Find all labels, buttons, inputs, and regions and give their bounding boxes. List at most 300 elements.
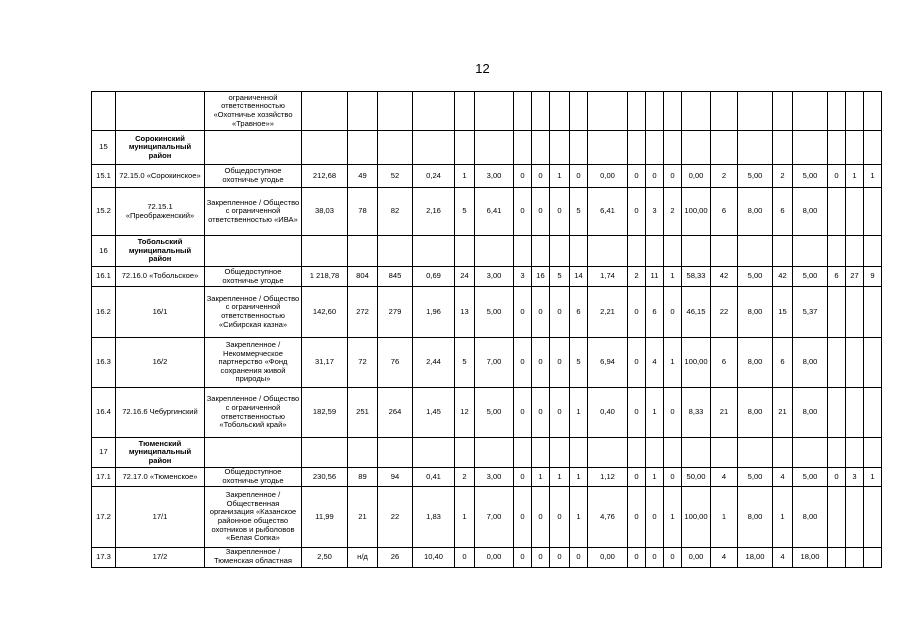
table-cell [455, 131, 475, 165]
table-cell [116, 92, 205, 131]
table-cell: Закрепленное / Некоммерческое партнерство «Фонд сохранения живой природы» [205, 338, 302, 388]
table-cell: 17.3 [92, 548, 116, 568]
table-cell: 0 [532, 548, 550, 568]
table-cell [828, 287, 846, 338]
table-cell [378, 438, 413, 468]
table-cell: 15 [92, 131, 116, 165]
table-cell: 0 [664, 388, 682, 438]
table-cell: 7,00 [475, 338, 514, 388]
table-cell: 0 [514, 548, 532, 568]
table-cell: 272 [348, 287, 378, 338]
table-cell [646, 131, 664, 165]
table-cell: 2 [628, 267, 646, 287]
table-cell [846, 338, 864, 388]
table-cell: 4,76 [588, 487, 628, 548]
table-cell: 3 [514, 267, 532, 287]
table-cell: 5,37 [793, 287, 828, 338]
table-cell [514, 131, 532, 165]
table-cell: 2,50 [302, 548, 348, 568]
table-cell [773, 236, 793, 267]
table-cell [646, 236, 664, 267]
table-cell [570, 236, 588, 267]
table-cell: Тюменский муниципальный район [116, 438, 205, 468]
table-cell: 5,00 [793, 267, 828, 287]
table-cell [475, 131, 514, 165]
table-cell: 1 [550, 165, 570, 188]
table-cell: 0 [828, 468, 846, 487]
table-cell: 0 [628, 388, 646, 438]
table-cell [532, 92, 550, 131]
table-cell [846, 388, 864, 438]
table-cell [773, 438, 793, 468]
table-row [92, 92, 882, 131]
table-cell [828, 487, 846, 548]
table-cell: Общедоступное охотничье угодье [205, 267, 302, 287]
table-cell [378, 92, 413, 131]
table-cell: 16 [92, 236, 116, 267]
table-cell: 15.2 [92, 188, 116, 236]
table-cell: 72.16.0 «Тобольское» [116, 267, 205, 287]
table-cell: 0 [570, 548, 588, 568]
table-cell: 8,00 [738, 188, 773, 236]
table-cell: 1 [646, 468, 664, 487]
table-cell: 42 [773, 267, 793, 287]
table-row [92, 487, 882, 548]
table-cell: 0 [628, 287, 646, 338]
table-cell: 49 [348, 165, 378, 188]
table-cell [793, 92, 828, 131]
table-cell [532, 131, 550, 165]
table-cell: 0 [550, 287, 570, 338]
table-cell: 8,00 [738, 388, 773, 438]
table-cell: 72.15.1 «Преображенский» [116, 188, 205, 236]
table-cell: 0 [628, 548, 646, 568]
table-cell: 0 [550, 188, 570, 236]
table-cell: 1,45 [413, 388, 455, 438]
table-cell: 17/2 [116, 548, 205, 568]
table-cell [828, 92, 846, 131]
table-cell [205, 131, 302, 165]
table-cell: 1,74 [588, 267, 628, 287]
table-cell [570, 438, 588, 468]
table-cell: 0,00 [475, 548, 514, 568]
table-cell: 6,94 [588, 338, 628, 388]
table-cell: 18,00 [738, 548, 773, 568]
table-cell: 17.2 [92, 487, 116, 548]
table-cell: 0 [628, 165, 646, 188]
table-cell: 21 [348, 487, 378, 548]
table-cell [664, 438, 682, 468]
table-cell: 0 [646, 548, 664, 568]
table-cell [514, 236, 532, 267]
table-cell: Общедоступное охотничье угодье [205, 165, 302, 188]
table-row [92, 236, 882, 267]
table-cell: 1 [664, 267, 682, 287]
page-number: 12 [475, 61, 490, 76]
table-cell: 78 [348, 188, 378, 236]
table-cell: 0,69 [413, 267, 455, 287]
table-cell [828, 548, 846, 568]
table-cell: 4 [646, 338, 664, 388]
table-cell: 0 [514, 188, 532, 236]
table-cell: Закрепленное / Общественная организация «Казанское районное общество охотников и рыболовов «Белая Сопка» [205, 487, 302, 548]
table-cell: 1 [664, 338, 682, 388]
table-cell [682, 438, 711, 468]
table-cell: 50,00 [682, 468, 711, 487]
table-cell: 0,00 [588, 165, 628, 188]
table-cell: 76 [378, 338, 413, 388]
table-cell: 1 [711, 487, 738, 548]
table-cell: 3 [846, 468, 864, 487]
table-cell [773, 92, 793, 131]
table-cell [348, 236, 378, 267]
table-cell [92, 92, 116, 131]
table-cell [588, 236, 628, 267]
table-cell [348, 438, 378, 468]
table-cell: 0 [664, 548, 682, 568]
table-cell: 0 [664, 468, 682, 487]
table-cell: 17 [92, 438, 116, 468]
table-cell [738, 438, 773, 468]
table-cell: 38,03 [302, 188, 348, 236]
table-cell: 18,00 [793, 548, 828, 568]
table-cell: 0 [532, 165, 550, 188]
table-cell [588, 131, 628, 165]
table-cell: 845 [378, 267, 413, 287]
table-cell [413, 236, 455, 267]
table-cell: 0 [646, 165, 664, 188]
table-cell [205, 236, 302, 267]
table-cell [793, 236, 828, 267]
table-cell [828, 388, 846, 438]
table-cell [846, 92, 864, 131]
table-cell [628, 131, 646, 165]
table-cell: 0,00 [588, 548, 628, 568]
table-cell [475, 438, 514, 468]
table-cell: 212,68 [302, 165, 348, 188]
table-cell: 13 [455, 287, 475, 338]
table-cell: Закрепленное / Общество с ограниченной ответственностью «Сибирская казна» [205, 287, 302, 338]
table-cell: 72 [348, 338, 378, 388]
table-cell: 0 [514, 468, 532, 487]
table-cell: 8,00 [793, 338, 828, 388]
table-cell: 5 [455, 188, 475, 236]
table-row [92, 287, 882, 338]
table-cell: 42 [711, 267, 738, 287]
table-cell: 1 [570, 468, 588, 487]
table-cell: 0 [550, 487, 570, 548]
table-cell: 5,00 [738, 468, 773, 487]
table-cell: 264 [378, 388, 413, 438]
table-cell [413, 92, 455, 131]
table-cell: 6,41 [588, 188, 628, 236]
table-cell: 2 [455, 468, 475, 487]
table-cell: 0 [664, 165, 682, 188]
table-cell [550, 236, 570, 267]
table-cell [738, 92, 773, 131]
table-cell: 0 [532, 388, 550, 438]
table-cell: ограниченной ответственностью «Охотничье хозяйство «Травное»» [205, 92, 302, 131]
table-cell: 0 [514, 487, 532, 548]
table-cell: 0 [628, 338, 646, 388]
table-cell: 3,00 [475, 267, 514, 287]
table-cell: 6 [773, 338, 793, 388]
table-cell [348, 131, 378, 165]
table-cell: 72.15.0 «Сорокинское» [116, 165, 205, 188]
table-cell: 5 [570, 188, 588, 236]
table-cell [711, 92, 738, 131]
table-cell [588, 92, 628, 131]
table-cell: 2,21 [588, 287, 628, 338]
table-cell [413, 131, 455, 165]
table-cell [413, 438, 455, 468]
table-cell: 22 [378, 487, 413, 548]
table-row [92, 468, 882, 487]
table-cell: н/д [348, 548, 378, 568]
hunting-grounds-table [91, 91, 882, 568]
table-cell: 0 [532, 487, 550, 548]
table-cell: 0 [628, 468, 646, 487]
table-cell: 0 [532, 188, 550, 236]
table-cell: 1 [846, 165, 864, 188]
table-cell [682, 92, 711, 131]
table-cell [475, 236, 514, 267]
table-cell [682, 131, 711, 165]
table-cell: 8,00 [738, 287, 773, 338]
table-cell: 1 [864, 165, 882, 188]
table-cell: 0 [664, 287, 682, 338]
table-cell [828, 131, 846, 165]
table-cell: 4 [773, 548, 793, 568]
table-cell: 82 [378, 188, 413, 236]
table-cell [378, 131, 413, 165]
table-cell: 5,00 [738, 165, 773, 188]
table-cell [711, 438, 738, 468]
table-row [92, 338, 882, 388]
table-cell: 6,41 [475, 188, 514, 236]
table-cell: 6 [711, 188, 738, 236]
table-cell: 0,40 [588, 388, 628, 438]
table-row [92, 438, 882, 468]
table-cell: 0 [628, 188, 646, 236]
table-cell: 5 [550, 267, 570, 287]
table-cell: 72.17.0 «Тюменское» [116, 468, 205, 487]
table-cell [738, 236, 773, 267]
table-cell: 17/1 [116, 487, 205, 548]
table-cell: 4 [773, 468, 793, 487]
table-cell: 2 [664, 188, 682, 236]
table-cell [302, 236, 348, 267]
table-cell [570, 92, 588, 131]
table-cell [828, 338, 846, 388]
table-cell: 27 [846, 267, 864, 287]
table-cell: 89 [348, 468, 378, 487]
table-cell: 0 [628, 487, 646, 548]
table-cell: 2 [711, 165, 738, 188]
table-cell: 8,00 [793, 388, 828, 438]
table-cell: 1 [532, 468, 550, 487]
table-cell: 4 [711, 548, 738, 568]
table-cell: Тобольский муниципальный район [116, 236, 205, 267]
table-cell [864, 548, 882, 568]
table-cell [532, 236, 550, 267]
table-cell [664, 131, 682, 165]
table-cell [846, 487, 864, 548]
table-cell [348, 92, 378, 131]
table-cell [570, 131, 588, 165]
table-cell: 5,00 [475, 287, 514, 338]
table-cell: 804 [348, 267, 378, 287]
table-cell [793, 438, 828, 468]
table-cell [302, 438, 348, 468]
table-cell: 16.2 [92, 287, 116, 338]
table-cell [864, 188, 882, 236]
table-cell: 1,96 [413, 287, 455, 338]
table-cell: 6 [646, 287, 664, 338]
table-cell: 15.1 [92, 165, 116, 188]
table-row [92, 267, 882, 287]
table-cell: 15 [773, 287, 793, 338]
table-cell: 16.3 [92, 338, 116, 388]
table-cell: 14 [570, 267, 588, 287]
table-cell [455, 236, 475, 267]
table-cell: 0 [828, 165, 846, 188]
table-cell: 0 [550, 548, 570, 568]
table-cell: 0 [455, 548, 475, 568]
table-cell [475, 92, 514, 131]
table-cell: 5 [570, 338, 588, 388]
table-cell: 100,00 [682, 338, 711, 388]
table-cell: 4 [711, 468, 738, 487]
table-cell: Общедоступное охотничье угодье [205, 468, 302, 487]
table-cell: 8,00 [738, 487, 773, 548]
table-cell: 72.16.6 Чебургинский [116, 388, 205, 438]
table-cell [828, 236, 846, 267]
table-cell: Закрепленное / Общество с ограниченной ответственностью «Тобольский край» [205, 388, 302, 438]
table-cell: 52 [378, 165, 413, 188]
table-cell: 0 [532, 287, 550, 338]
table-cell [628, 438, 646, 468]
table-cell: 182,59 [302, 388, 348, 438]
table-cell: 279 [378, 287, 413, 338]
table-cell [588, 438, 628, 468]
table-cell: 21 [711, 388, 738, 438]
table-cell [646, 438, 664, 468]
table-cell: 5,00 [738, 267, 773, 287]
table-cell [682, 236, 711, 267]
table-cell: 100,00 [682, 188, 711, 236]
table-cell: 7,00 [475, 487, 514, 548]
table-cell: 9 [864, 267, 882, 287]
table-cell [864, 131, 882, 165]
table-cell [828, 438, 846, 468]
table-cell: 1 [570, 388, 588, 438]
table-cell [628, 92, 646, 131]
table-cell: 8,00 [793, 487, 828, 548]
table-cell: 100,00 [682, 487, 711, 548]
table-cell: 0 [570, 165, 588, 188]
table-cell [793, 131, 828, 165]
table-cell: 0 [514, 388, 532, 438]
table-cell: 6 [828, 267, 846, 287]
table-cell: 6 [773, 188, 793, 236]
table-cell: 31,17 [302, 338, 348, 388]
table-cell: 2,16 [413, 188, 455, 236]
table-cell: 251 [348, 388, 378, 438]
table-row [92, 548, 882, 568]
table-row [92, 165, 882, 188]
table-cell [711, 131, 738, 165]
table-cell [302, 92, 348, 131]
table-cell: 5,00 [793, 165, 828, 188]
table-cell: 3,00 [475, 468, 514, 487]
table-cell: 94 [378, 468, 413, 487]
table-row [92, 388, 882, 438]
table-cell [864, 287, 882, 338]
table-cell [532, 438, 550, 468]
table-cell: Сорокинский муниципальный район [116, 131, 205, 165]
table-cell: 21 [773, 388, 793, 438]
table-cell [378, 236, 413, 267]
table-cell: 0 [646, 487, 664, 548]
table-cell [864, 487, 882, 548]
table-cell: 0,41 [413, 468, 455, 487]
table-cell: 6 [711, 338, 738, 388]
table-cell: 8,00 [738, 338, 773, 388]
table-cell [846, 131, 864, 165]
table-cell: 0 [532, 338, 550, 388]
table-cell: 6 [570, 287, 588, 338]
table-cell: 0,24 [413, 165, 455, 188]
table-cell [550, 438, 570, 468]
table-cell: 0 [550, 388, 570, 438]
table-cell [846, 287, 864, 338]
table-cell: 8,00 [793, 188, 828, 236]
table-cell: 16/2 [116, 338, 205, 388]
table-cell [628, 236, 646, 267]
table-cell: 1 [550, 468, 570, 487]
table-cell: 10,40 [413, 548, 455, 568]
table-cell: Закрепленное / Тюменская областная [205, 548, 302, 568]
table-cell: Закрепленное / Общество с ограниченной ответственностью «ИВА» [205, 188, 302, 236]
table-cell [455, 438, 475, 468]
table-cell [646, 92, 664, 131]
table-cell [828, 188, 846, 236]
table-cell: 0,00 [682, 165, 711, 188]
table-cell: 3 [646, 188, 664, 236]
table-cell [302, 131, 348, 165]
table-cell: 24 [455, 267, 475, 287]
table-cell [664, 92, 682, 131]
table-cell: 1 [664, 487, 682, 548]
table-cell [550, 92, 570, 131]
table-cell: 1 [570, 487, 588, 548]
table-cell: 22 [711, 287, 738, 338]
table-cell: 1,83 [413, 487, 455, 548]
table-cell: 1 [773, 487, 793, 548]
table-cell: 58,33 [682, 267, 711, 287]
table-cell: 230,56 [302, 468, 348, 487]
table-cell [846, 236, 864, 267]
table-cell [864, 438, 882, 468]
table-cell: 0 [550, 338, 570, 388]
table-cell: 11 [646, 267, 664, 287]
table-cell: 16.4 [92, 388, 116, 438]
table-cell: 1 [455, 165, 475, 188]
table-cell [514, 92, 532, 131]
table-cell: 12 [455, 388, 475, 438]
table-cell: 2 [773, 165, 793, 188]
